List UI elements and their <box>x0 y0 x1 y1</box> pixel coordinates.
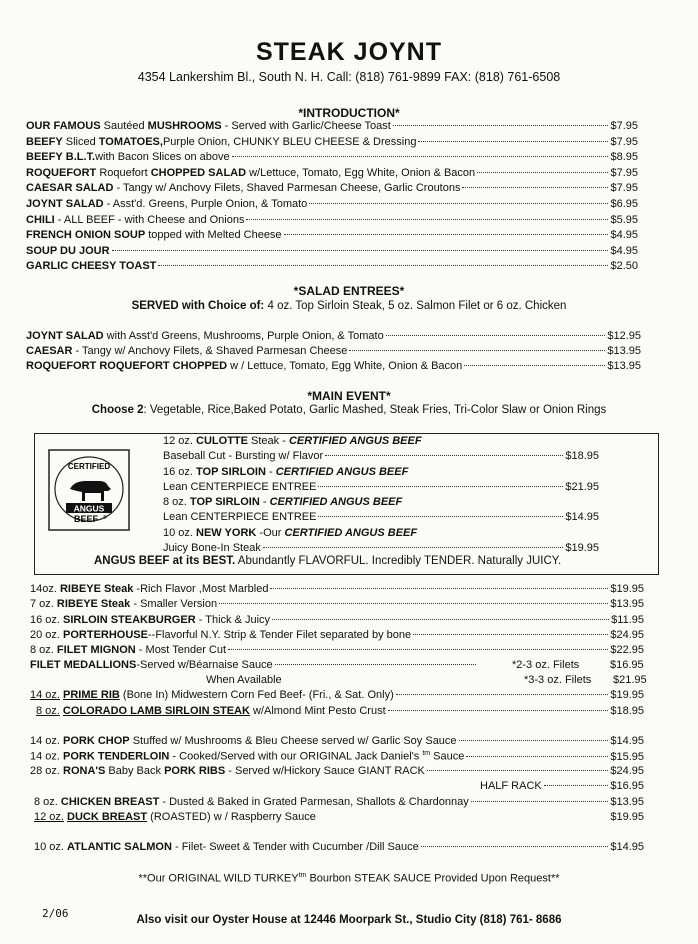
item-desc: Lean CENTERPIECE ENTREE <box>163 480 317 493</box>
menu-item <box>26 182 638 196</box>
menu-item-chicken <box>34 796 644 810</box>
dot-leader <box>158 265 608 266</box>
item-price: $4.95 <box>610 229 638 242</box>
item-label <box>26 330 384 342</box>
dot-leader <box>413 634 608 635</box>
item-desc: -Rich Flavor ,Most Marbled <box>133 583 269 595</box>
item-label <box>26 167 475 179</box>
item-name: PORK CHOP <box>63 735 130 747</box>
item-desc: - Cooked/Served with our ORIGINAL Jack Daniel's <box>169 750 423 763</box>
item-desc: - ALL BEEF - with Cheese and Onions <box>54 213 245 226</box>
item-name: RIBEYE Steak <box>59 583 134 595</box>
medallions-availability: When Available <box>206 674 282 686</box>
menu-item <box>26 167 638 181</box>
menu-item <box>26 198 638 212</box>
item-size: 12 oz. <box>163 435 193 447</box>
item-price: $18.95 <box>610 705 644 717</box>
item-price: $19.95 <box>610 689 644 701</box>
salad-note-text: 4 oz. Top Sirloin Steak, 5 oz. Salmon Filet or 6 oz. Chicken <box>264 300 567 312</box>
menu-item-pork-chop <box>30 735 644 749</box>
dot-leader <box>309 203 608 204</box>
dot-leader <box>318 516 563 517</box>
item-size: 14 oz. <box>30 735 60 747</box>
item-price: $2.50 <box>610 260 638 273</box>
item-desc: Baby Back <box>105 765 165 777</box>
item-name: GARLIC CHEESY TOAST <box>26 260 157 273</box>
logo-text-mark: ® <box>103 515 107 521</box>
item-name: FILET MEDALLIONS <box>30 659 137 671</box>
item-name: HALF RACK <box>480 780 542 792</box>
item-desc: - Asst'd. Greens, Purple Onion, & Tomato <box>103 198 308 210</box>
menu-item <box>26 360 641 374</box>
item-desc: w/Lettuce, Tomato, Egg White, Onion & Bacon <box>246 166 476 179</box>
item-size: 28 oz. <box>30 765 60 777</box>
item-size: 7 oz. <box>30 598 54 611</box>
item-name: ROQUEFORT <box>26 166 97 179</box>
item-desc: - Most Tender Cut <box>135 644 227 657</box>
sauce-note-b: Bourbon STEAK SAUCE Provided Upon Request** <box>306 872 560 885</box>
item-desc: --Flavorful N.Y. Strip & Tender Filet separated by bone <box>148 628 412 641</box>
item-label <box>26 345 347 357</box>
angus-item-detail <box>163 542 599 556</box>
item-name-2: CHOPPED SALAD <box>150 166 247 179</box>
item-label <box>26 136 416 148</box>
angus-item-detail <box>163 450 599 464</box>
menu-item-lamb <box>36 705 644 719</box>
item-name: SOUP DU JOUR <box>26 244 110 257</box>
item-price: $14.95 <box>610 735 644 747</box>
main-note-label: Choose 2 <box>91 404 144 416</box>
item-name: CAESAR SALAD <box>26 182 114 195</box>
item-name-2: PORK RIBS <box>164 765 226 777</box>
item-desc: -Served w/Béarnaise Sauce <box>136 659 273 671</box>
item-name: TOP SIRLOIN <box>196 465 266 478</box>
dot-leader <box>232 156 609 157</box>
menu-item <box>30 583 644 597</box>
item-label <box>30 598 217 610</box>
item-name: RIBEYE Steak <box>56 598 131 611</box>
dot-leader <box>386 335 606 336</box>
dot-leader <box>270 588 608 589</box>
item-desc: - Tangy w/ Anchovy Filets, Shaved Parmesan Cheese, Garlic Croutons <box>113 182 461 195</box>
menu-item <box>30 598 644 612</box>
dot-leader <box>349 350 605 351</box>
item-desc: w / Lettuce, Tomato, Egg White, Onion & Bacon <box>227 360 463 372</box>
item-desc: Stuffed w/ Mushrooms & Bleu Cheese served w/ Garlic Soy Sauce <box>129 735 457 747</box>
item-label <box>30 629 411 641</box>
item-name-2: B.L.T. <box>65 151 96 164</box>
item-desc: - Dusted & Baked in Grated Parmesan, Shallots & Chardonnay <box>159 796 469 808</box>
item-label <box>30 614 270 626</box>
cow-icon <box>70 481 111 501</box>
item-price: $19.95 <box>565 541 599 554</box>
item-label <box>26 151 230 163</box>
item-desc: Lean CENTERPIECE ENTREE <box>163 511 317 523</box>
item-size: 8 oz. <box>36 705 60 717</box>
menu-item <box>26 136 638 150</box>
dot-leader <box>263 547 564 548</box>
item-name: PORTERHOUSE <box>63 628 148 641</box>
item-name-2: MUSHROOMS <box>147 120 222 132</box>
item-desc: w/Almond Mint Pesto Crust <box>249 705 386 717</box>
item-size: 10 oz. <box>34 841 64 853</box>
item-desc: - Served with Garlic/Cheese Toast <box>221 120 391 132</box>
menu-item-pork-tenderloin <box>30 750 644 764</box>
footer-promo: Also visit our Oyster House at 12446 Moorpark St., Studio City (818) 761- 8686 <box>136 914 562 926</box>
item-desc: Juicy Bone-In Steak <box>163 541 261 554</box>
menu-item-salmon <box>34 841 644 855</box>
item-size: 8 oz. <box>163 496 187 508</box>
angus-item-title <box>163 527 417 539</box>
item-desc: with Asst'd Greens, Mushrooms, Purple Onion, & Tomato <box>103 330 384 342</box>
item-desc: -Our <box>256 526 285 539</box>
item-label <box>26 214 244 226</box>
item-label <box>26 198 307 210</box>
item-price: $14.95 <box>610 841 644 853</box>
certified-label: CERTIFIED ANGUS BEEF <box>284 526 418 539</box>
angus-item-title <box>163 466 408 478</box>
dot-leader <box>477 172 608 173</box>
angus-item-detail <box>163 481 599 495</box>
item-name: OUR FAMOUS <box>26 120 101 132</box>
item-size: 12 oz. <box>34 811 64 823</box>
item-price: $4.95 <box>610 244 638 257</box>
salad-note <box>0 300 698 312</box>
item-price: $5.95 <box>610 213 638 226</box>
certified-label: CERTIFIED ANGUS BEEF <box>269 496 403 508</box>
item-name: COLORADO LAMB SIRLOIN STEAK <box>62 705 250 717</box>
sauce-trademark: tm <box>298 872 307 879</box>
item-name: PRIME RIB <box>63 689 120 701</box>
item-desc: - <box>259 496 270 508</box>
page-title: STEAK JOYNT <box>255 38 443 66</box>
item-name: NEW YORK <box>196 526 257 539</box>
dot-leader <box>219 603 608 604</box>
item-price: $6.95 <box>610 198 638 210</box>
menu-item <box>30 644 644 658</box>
item-name: ROQUEFORT ROQUEFORT CHOPPED <box>26 360 228 372</box>
item-price: $13.95 <box>610 598 644 611</box>
item-name: TOP SIRLOIN <box>189 496 260 508</box>
item-price: $24.95 <box>610 628 644 641</box>
menu-item <box>26 214 638 228</box>
item-price: $13.95 <box>607 360 641 372</box>
item-size: 14 oz. <box>30 750 60 763</box>
item-price: $7.95 <box>610 182 638 195</box>
item-name: JOYNT SALAD <box>26 330 104 342</box>
dot-leader <box>418 141 608 142</box>
item-name: PORK TENDERLOIN <box>63 750 170 763</box>
menu-item-pork-ribs <box>30 765 644 779</box>
item-desc: with Bacon Slices on above <box>95 151 230 164</box>
section-heading-main: *MAIN EVENT* <box>307 389 391 403</box>
item-desc: - Smaller Version <box>130 598 218 611</box>
item-desc: Steak - <box>247 435 289 447</box>
item-name: ATLANTIC SALMON <box>67 841 172 853</box>
logo-text-angus: ANGUS <box>73 503 105 514</box>
dot-leader <box>464 365 605 366</box>
item-name: CHILI <box>26 213 55 226</box>
item-name: CHICKEN BREAST <box>60 796 160 808</box>
item-price: $7.95 <box>610 166 638 179</box>
item-desc: (ROASTED) w / Raspberry Sauce <box>147 811 316 823</box>
angus-item-title <box>163 435 422 447</box>
sauce-note-a: **Our ORIGINAL WILD TURKEY <box>138 872 299 885</box>
item-label <box>30 644 226 656</box>
item-name: FILET MIGNON <box>56 644 136 657</box>
item-size: 8 oz. <box>34 796 58 808</box>
dot-leader <box>325 455 563 456</box>
dot-leader <box>393 125 609 126</box>
certified-angus-beef-logo <box>48 449 130 531</box>
item-size: 8 oz. <box>30 644 54 657</box>
item-name-2: TOMATOES, <box>98 135 163 148</box>
item-desc: (Bone In) Midwestern Corn Fed Beef- (Fri., & Sat. Only) <box>119 689 394 701</box>
item-price: $16.95 <box>610 780 644 792</box>
menu-item <box>26 260 638 274</box>
certified-label: CERTIFIED ANGUS BEEF <box>288 435 422 447</box>
item-price: $13.95 <box>607 345 641 357</box>
menu-item <box>26 229 638 243</box>
item-desc-pre: Sliced <box>62 135 99 148</box>
menu-item-prime-rib <box>30 689 644 703</box>
item-desc: - <box>265 465 276 478</box>
item-name: FRENCH ONION SOUP <box>26 229 146 242</box>
item-size: 14oz. <box>30 583 57 595</box>
menu-item-half-rack <box>480 780 644 794</box>
item-size: 20 oz. <box>30 628 60 641</box>
item-desc: - Tangy w/ Anchovy Filets, & Shaved Parmesan Cheese <box>72 345 348 357</box>
medallions-price-1: $16.95 <box>610 659 644 671</box>
item-price: $8.95 <box>610 151 638 164</box>
item-size: 14 oz. <box>30 689 60 701</box>
dot-leader <box>462 187 608 188</box>
item-desc-2: Sauce <box>430 750 465 763</box>
item-size: 10 oz. <box>163 526 193 539</box>
restaurant-address: 4354 Lankershim Bl., South N. H. Call: (818) 761-9899 FAX: (818) 761-6508 <box>137 70 561 84</box>
section-heading-introduction: *INTRODUCTION* <box>298 106 400 120</box>
item-desc-pre: Sautéed <box>100 120 148 132</box>
section-heading-salad: *SALAD ENTREES* <box>293 284 405 298</box>
dot-leader <box>284 234 609 235</box>
angus-tagline-text: Abundantly FLAVORFUL. Incredibly TENDER. Naturally JUICY. <box>235 555 562 567</box>
item-price: $14.95 <box>565 511 599 523</box>
medallions-option-2: *3-3 oz. Filets <box>524 674 592 686</box>
item-price: $18.95 <box>565 450 599 462</box>
item-label <box>30 583 268 595</box>
item-price: $15.95 <box>610 750 644 763</box>
menu-item <box>26 345 641 359</box>
main-note <box>0 404 698 416</box>
item-name: BEEFY <box>26 151 63 164</box>
item-desc: - Thick & Juicy <box>195 613 271 626</box>
item-name: SIRLOIN STEAKBURGER <box>63 613 196 626</box>
item-desc: Baseball Cut - Bursting w/ Flavor <box>163 450 324 462</box>
item-label <box>26 360 462 372</box>
angus-item-detail <box>163 511 599 525</box>
dot-leader <box>112 250 609 251</box>
menu-item-duck <box>34 811 644 825</box>
logo-text-beef: BEEF <box>73 514 99 524</box>
item-price: $13.95 <box>610 796 644 808</box>
item-price: $12.95 <box>607 330 641 342</box>
item-desc-2: - Served w/Hickory Sauce GIANT RACK <box>225 765 425 777</box>
item-size: 16 oz. <box>30 613 60 626</box>
menu-item <box>26 120 638 134</box>
item-price: $7.95 <box>610 135 638 148</box>
angus-tagline-bold: ANGUS BEEF at its BEST. <box>94 555 236 567</box>
certified-label: CERTIFIED ANGUS BEEF <box>275 465 409 478</box>
medallions-price-2: $21.95 <box>613 674 647 686</box>
angus-tagline <box>94 555 561 567</box>
item-price: $21.95 <box>565 480 599 493</box>
item-name: CULOTTE <box>196 435 248 447</box>
menu-item <box>26 330 641 344</box>
angus-item-title <box>163 496 402 508</box>
item-price: $19.95 <box>610 811 644 823</box>
item-label <box>26 260 156 272</box>
menu-date: 2/06 <box>42 907 69 920</box>
dot-leader <box>272 619 609 620</box>
salad-note-label: SERVED with Choice of: <box>131 300 265 312</box>
item-name: JOYNT SALAD <box>26 198 104 210</box>
item-price: $19.95 <box>610 583 644 595</box>
menu-item-filet-medallions <box>30 659 478 673</box>
item-label <box>26 182 460 194</box>
item-label <box>26 120 391 132</box>
item-price: $11.95 <box>611 613 644 626</box>
dot-leader <box>246 219 608 220</box>
item-price: $7.95 <box>610 120 638 132</box>
item-name: BEEFY <box>26 135 63 148</box>
item-desc: topped with Melted Cheese <box>145 229 282 242</box>
menu-item <box>26 245 638 259</box>
item-desc-pre: Roquefort <box>96 166 151 179</box>
item-name: CAESAR <box>26 345 73 357</box>
medallions-option-1: *2-3 oz. Filets <box>512 659 580 671</box>
trademark-mark: tm <box>422 750 431 757</box>
item-label <box>26 245 110 257</box>
menu-item <box>30 629 644 643</box>
dot-leader <box>228 649 608 650</box>
item-price: $22.95 <box>610 644 644 657</box>
item-desc: - Filet- Sweet & Tender with Cucumber /Dill Sauce <box>171 841 419 853</box>
menu-item <box>30 614 644 628</box>
item-desc: Purple Onion, CHUNKY BLEU CHEESE & Dressing <box>162 135 417 148</box>
item-name: DUCK BREAST <box>67 811 148 823</box>
item-name: RONA'S <box>63 765 106 777</box>
item-size: 16 oz. <box>163 465 193 478</box>
menu-item <box>26 151 638 165</box>
item-label <box>26 229 282 241</box>
logo-text-certified: CERTIFIED <box>67 462 111 471</box>
item-price: $24.95 <box>610 765 644 777</box>
dot-leader <box>318 486 563 487</box>
sauce-note <box>0 872 698 885</box>
main-note-text: : Vegetable, Rice,Baked Potato, Garlic Mashed, Steak Fries, Tri-Color Slaw or Onion Rings <box>143 404 607 416</box>
